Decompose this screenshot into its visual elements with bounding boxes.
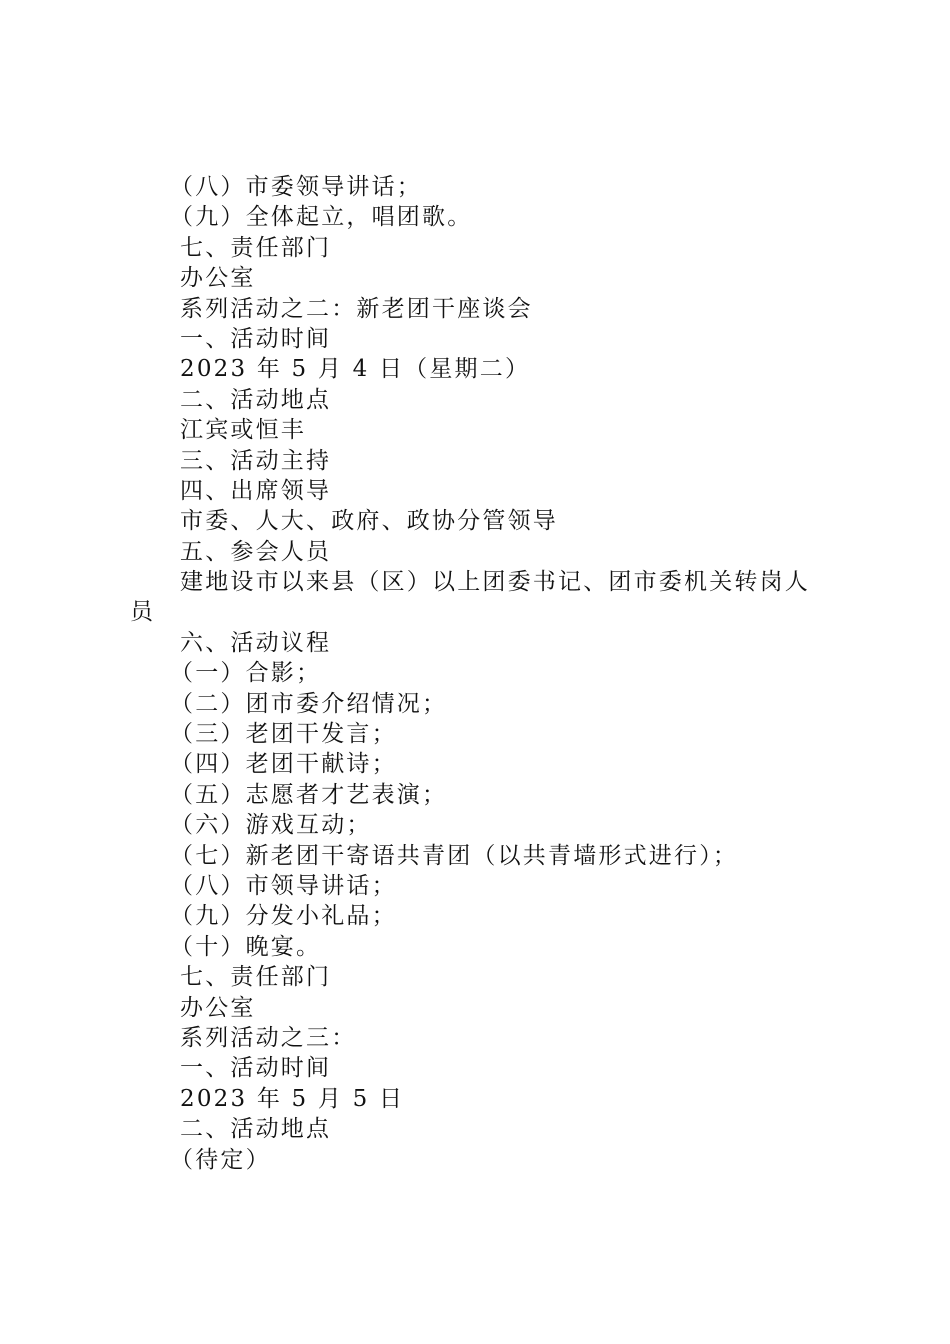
section-value: 江宾或恒丰 (180, 417, 306, 444)
agenda-item: （二）团市委介绍情况； (170, 690, 448, 717)
section-heading: 七、责任部门 (180, 234, 332, 261)
section-value-continuation: 员 (130, 599, 156, 626)
section-value: 2023 年 5 月 4 日（星期二） (180, 356, 531, 383)
agenda-item: （九）全体起立，唱团歌。 (170, 204, 473, 231)
agenda-item: （八）市领导讲话； (170, 872, 397, 899)
agenda-item: （九）分发小礼品； (170, 903, 397, 930)
agenda-item: （十）晚宴。 (170, 933, 322, 960)
section-value: 2023 年 5 月 5 日 (180, 1085, 405, 1112)
agenda-item: （三）老团干发言； (170, 721, 397, 748)
document-body (130, 172, 830, 1175)
section-heading: 一、活动时间 (180, 1055, 332, 1082)
agenda-item: （七）新老团干寄语共青团（以共青墙形式进行）； (170, 842, 739, 869)
section-heading: 五、参会人员 (180, 538, 332, 565)
agenda-item: （六）游戏互动； (170, 812, 372, 839)
section-heading: 一、活动时间 (180, 325, 332, 352)
section-heading: 二、活动地点 (180, 1116, 332, 1143)
section-value: 建地设市以来县（区）以上团委书记、团市委机关转岗人 (180, 569, 810, 596)
agenda-item: （五）志愿者才艺表演； (170, 781, 448, 808)
section-heading: 七、责任部门 (180, 964, 332, 991)
agenda-item: （四）老团干献诗； (170, 751, 397, 778)
section-heading: 二、活动地点 (180, 386, 332, 413)
section-value: 市委、人大、政府、政协分管领导 (180, 508, 558, 535)
section-heading: 四、出席领导 (180, 477, 332, 504)
agenda-item: （一）合影； (170, 660, 322, 687)
activity-title: 系列活动之二：新老团干座谈会 (180, 295, 533, 322)
section-heading: 六、活动议程 (180, 629, 332, 656)
activity-title: 系列活动之三： (180, 1024, 357, 1051)
section-value: 办公室 (180, 265, 256, 292)
section-heading: 三、活动主持 (180, 447, 332, 474)
section-value: （待定） (170, 1146, 271, 1173)
agenda-item: （八）市委领导讲话； (170, 174, 422, 200)
section-value: 办公室 (180, 994, 256, 1021)
